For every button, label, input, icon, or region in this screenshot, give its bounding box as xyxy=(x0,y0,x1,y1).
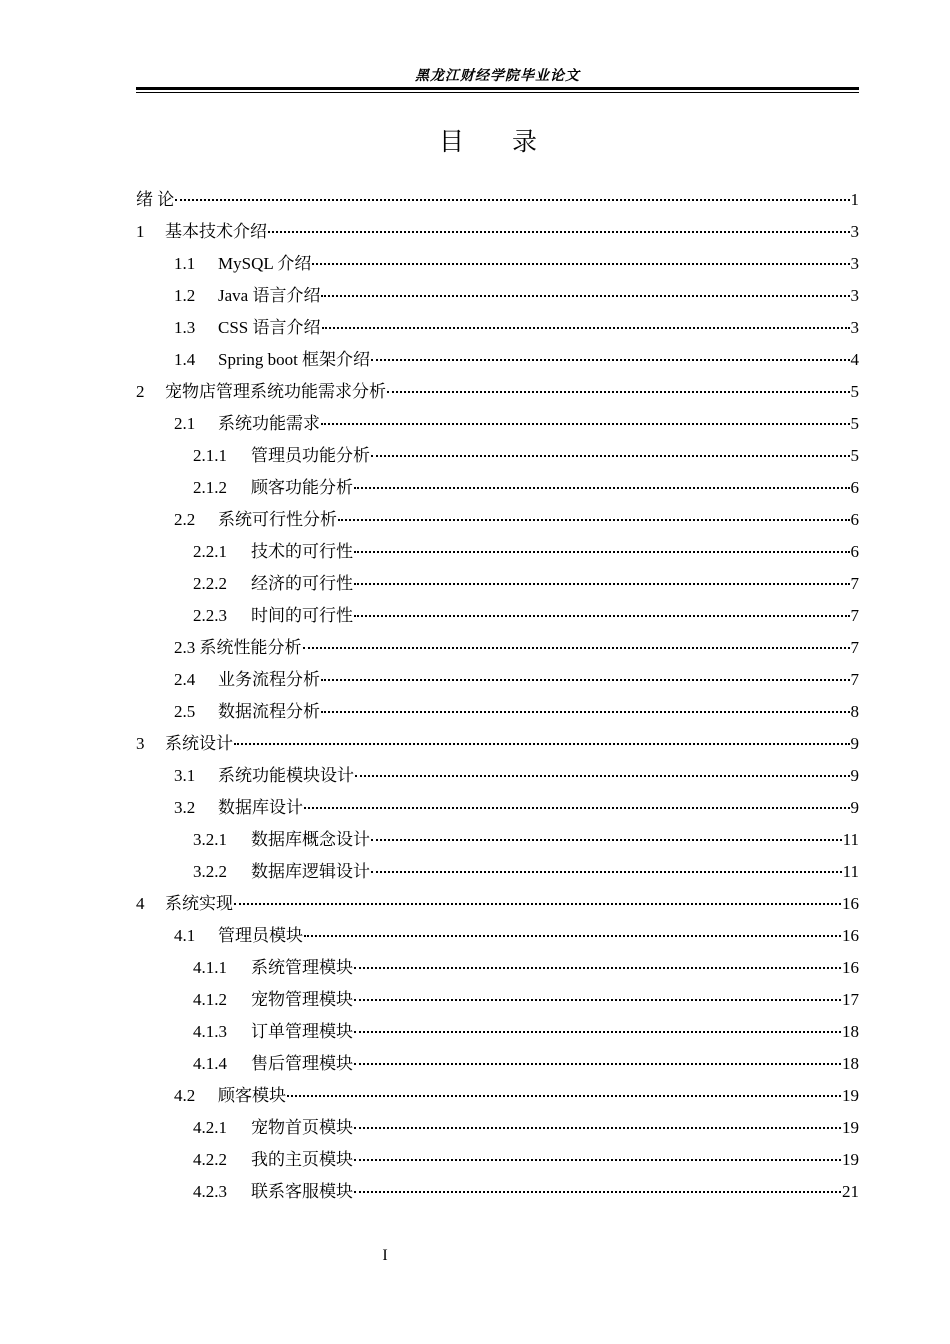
toc-entry-title: 系统可行性分析 xyxy=(218,510,337,529)
table-of-contents xyxy=(136,183,859,1207)
toc-dot-leader xyxy=(371,851,842,873)
toc-entry-title: 绪 论 xyxy=(136,190,175,209)
toc-entry-number: 4.1.2 xyxy=(193,990,227,1009)
toc-entry-page: 19 xyxy=(842,1118,859,1137)
toc-dot-leader xyxy=(321,659,850,681)
toc-entry-page: 5 xyxy=(850,446,859,465)
toc-dot-leader xyxy=(304,787,850,809)
toc-dot-leader xyxy=(354,979,841,1001)
toc-entry-number: 2.2.2 xyxy=(193,574,227,593)
toc-entry-title: 系统功能需求 xyxy=(218,414,320,433)
toc-entry-page: 7 xyxy=(850,574,859,593)
toc-entry-number: 4.1 xyxy=(174,926,196,945)
toc-entry-page: 1 xyxy=(850,190,859,209)
toc-entry-title: 售后管理模块 xyxy=(251,1054,353,1073)
toc-dot-leader xyxy=(338,499,850,521)
toc-entry-page: 3 xyxy=(850,318,859,337)
toc-entry-title: Java 语言介绍 xyxy=(218,286,321,305)
toc-entry-number: 2.2.1 xyxy=(193,542,227,561)
toc-dot-leader xyxy=(321,691,850,713)
toc-entry-number: 3.2.2 xyxy=(193,862,227,881)
toc-entry-number: 1.2 xyxy=(174,286,196,305)
toc-entry-page: 11 xyxy=(842,830,859,849)
toc-dot-leader xyxy=(354,947,841,969)
toc-entry-page: 6 xyxy=(850,478,859,497)
toc-entry-number: 2.2 xyxy=(174,510,196,529)
toc-entry-title: 联系客服模块 xyxy=(251,1182,353,1201)
toc-entry-page: 16 xyxy=(842,958,859,977)
toc-entry-number: 1 xyxy=(136,222,145,241)
toc-dot-leader xyxy=(354,1107,841,1129)
toc-entry-number: 4.1.1 xyxy=(193,958,227,977)
toc-dot-leader xyxy=(322,307,850,329)
toc-entry-title: 顾客模块 xyxy=(218,1086,286,1105)
toc-entry-page: 6 xyxy=(850,542,859,561)
toc-entry-number: 1.3 xyxy=(174,318,196,337)
toc-dot-leader xyxy=(321,275,849,297)
toc-entry-number: 2.1.2 xyxy=(193,478,227,497)
toc-entry-page: 5 xyxy=(850,382,859,401)
toc-entry-number: 2.1.1 xyxy=(193,446,227,465)
toc-dot-leader xyxy=(354,531,850,553)
toc-entry-number: 4.2.3 xyxy=(193,1182,227,1201)
toc-dot-leader xyxy=(234,883,841,905)
toc-entry-page: 6 xyxy=(850,510,859,529)
toc-dot-leader xyxy=(355,755,850,777)
page-number: I xyxy=(382,1247,388,1264)
toc-dot-leader xyxy=(312,243,849,265)
toc-dot-leader xyxy=(354,1011,841,1033)
toc-dot-leader xyxy=(371,819,842,841)
toc-entry-title: 数据流程分析 xyxy=(218,702,320,721)
toc-entry-title: 宠物管理模块 xyxy=(251,990,353,1009)
toc-entry-number: 4.2 xyxy=(174,1086,196,1105)
toc-entry-title: 基本技术介绍 xyxy=(165,222,267,241)
toc-entry-title: MySQL 介绍 xyxy=(218,254,312,273)
toc-entry-number: 1.4 xyxy=(174,350,196,369)
toc-dot-leader xyxy=(304,915,841,937)
toc-entry-page: 18 xyxy=(842,1022,859,1041)
toc-entry-title: 管理员功能分析 xyxy=(251,446,370,465)
toc-entry-page: 9 xyxy=(850,734,859,753)
toc-entry-page: 18 xyxy=(842,1054,859,1073)
toc-entry-title: 时间的可行性 xyxy=(251,606,353,625)
toc-entry-page: 17 xyxy=(842,990,859,1009)
toc-entry-page: 16 xyxy=(842,894,859,913)
toc-entry-title: 管理员模块 xyxy=(218,926,303,945)
toc-entry-number: 4.1.3 xyxy=(193,1022,227,1041)
toc-entry-page: 11 xyxy=(842,862,859,881)
header-rule-thin xyxy=(136,92,859,93)
toc-entry-number: 2.4 xyxy=(174,670,196,689)
toc-entry-page: 7 xyxy=(850,638,859,657)
toc-entry-page: 9 xyxy=(850,798,859,817)
toc-entry-page: 3 xyxy=(850,254,859,273)
toc-entry-page: 16 xyxy=(842,926,859,945)
toc-entry-page: 21 xyxy=(842,1182,859,1201)
toc-dot-leader xyxy=(371,339,849,361)
header-rule-thick xyxy=(136,87,859,90)
toc-entry-page: 4 xyxy=(850,350,859,369)
toc-dot-leader xyxy=(175,179,849,201)
toc-entry-title: 数据库设计 xyxy=(218,798,303,817)
toc-entry-title: 数据库逻辑设计 xyxy=(251,862,370,881)
toc-entry-title: 经济的可行性 xyxy=(251,574,353,593)
toc-entry-page: 8 xyxy=(850,702,859,721)
toc-entry-page: 3 xyxy=(850,222,859,241)
toc-dot-leader xyxy=(354,1171,841,1193)
toc-entry-page: 19 xyxy=(842,1086,859,1105)
toc-entry-number: 4 xyxy=(136,894,145,913)
toc-entry-number: 4.2.2 xyxy=(193,1150,227,1169)
toc-dot-leader xyxy=(287,1075,841,1097)
toc-entry-number: 2.2.3 xyxy=(193,606,227,625)
toc-entry-title: 宠物首页模块 xyxy=(251,1118,353,1137)
toc-dot-leader xyxy=(354,595,850,617)
toc-entry[interactable] xyxy=(136,1175,859,1207)
toc-entry-page: 7 xyxy=(850,670,859,689)
toc-entry-page: 19 xyxy=(842,1150,859,1169)
toc-dot-leader xyxy=(387,371,850,393)
toc-entry-page: 5 xyxy=(850,414,859,433)
toc-dot-leader xyxy=(303,627,850,649)
toc-heading: 目 录 xyxy=(439,127,557,156)
toc-entry-title: 顾客功能分析 xyxy=(251,478,353,497)
toc-entry-number: 3.1 xyxy=(174,766,196,785)
toc-dot-leader xyxy=(268,211,850,233)
toc-entry-number: 4.2.1 xyxy=(193,1118,227,1137)
toc-entry-title: 系统实现 xyxy=(165,894,233,913)
toc-entry-title: 业务流程分析 xyxy=(218,670,320,689)
toc-entry-title: 系统设计 xyxy=(165,734,233,753)
toc-entry-title: Spring boot 框架介绍 xyxy=(218,350,371,369)
toc-entry-number: 3.2.1 xyxy=(193,830,227,849)
toc-entry-number: 3 xyxy=(136,734,145,753)
toc-entry-title: 技术的可行性 xyxy=(251,542,353,561)
toc-entry-title: 我的主页模块 xyxy=(251,1150,353,1169)
toc-entry-number: 2.5 xyxy=(174,702,196,721)
toc-dot-leader xyxy=(354,467,850,489)
toc-entry-title: 系统功能模块设计 xyxy=(218,766,354,785)
toc-dot-leader xyxy=(354,563,850,585)
toc-entry-page: 7 xyxy=(850,606,859,625)
toc-entry-number: 4.1.4 xyxy=(193,1054,227,1073)
toc-entry-number: 3.2 xyxy=(174,798,196,817)
toc-dot-leader xyxy=(354,1139,841,1161)
toc-entry-title: 数据库概念设计 xyxy=(251,830,370,849)
toc-entry-page: 3 xyxy=(850,286,859,305)
toc-entry-number: 1.1 xyxy=(174,254,196,273)
toc-dot-leader xyxy=(234,723,850,745)
toc-entry-title: CSS 语言介绍 xyxy=(218,318,321,337)
toc-entry-title: 系统管理模块 xyxy=(251,958,353,977)
toc-entry-page: 9 xyxy=(850,766,859,785)
toc-entry-number: 2.1 xyxy=(174,414,196,433)
toc-dot-leader xyxy=(321,403,850,425)
running-header-title: 黑龙江财经学院毕业论文 xyxy=(415,68,580,84)
toc-entry-title: 订单管理模块 xyxy=(251,1022,353,1041)
toc-entry-title: 2.3 系统性能分析 xyxy=(174,638,302,657)
toc-dot-leader xyxy=(354,1043,841,1065)
toc-entry-title: 宠物店管理系统功能需求分析 xyxy=(165,382,386,401)
toc-dot-leader xyxy=(371,435,850,457)
toc-entry-number: 2 xyxy=(136,382,145,401)
